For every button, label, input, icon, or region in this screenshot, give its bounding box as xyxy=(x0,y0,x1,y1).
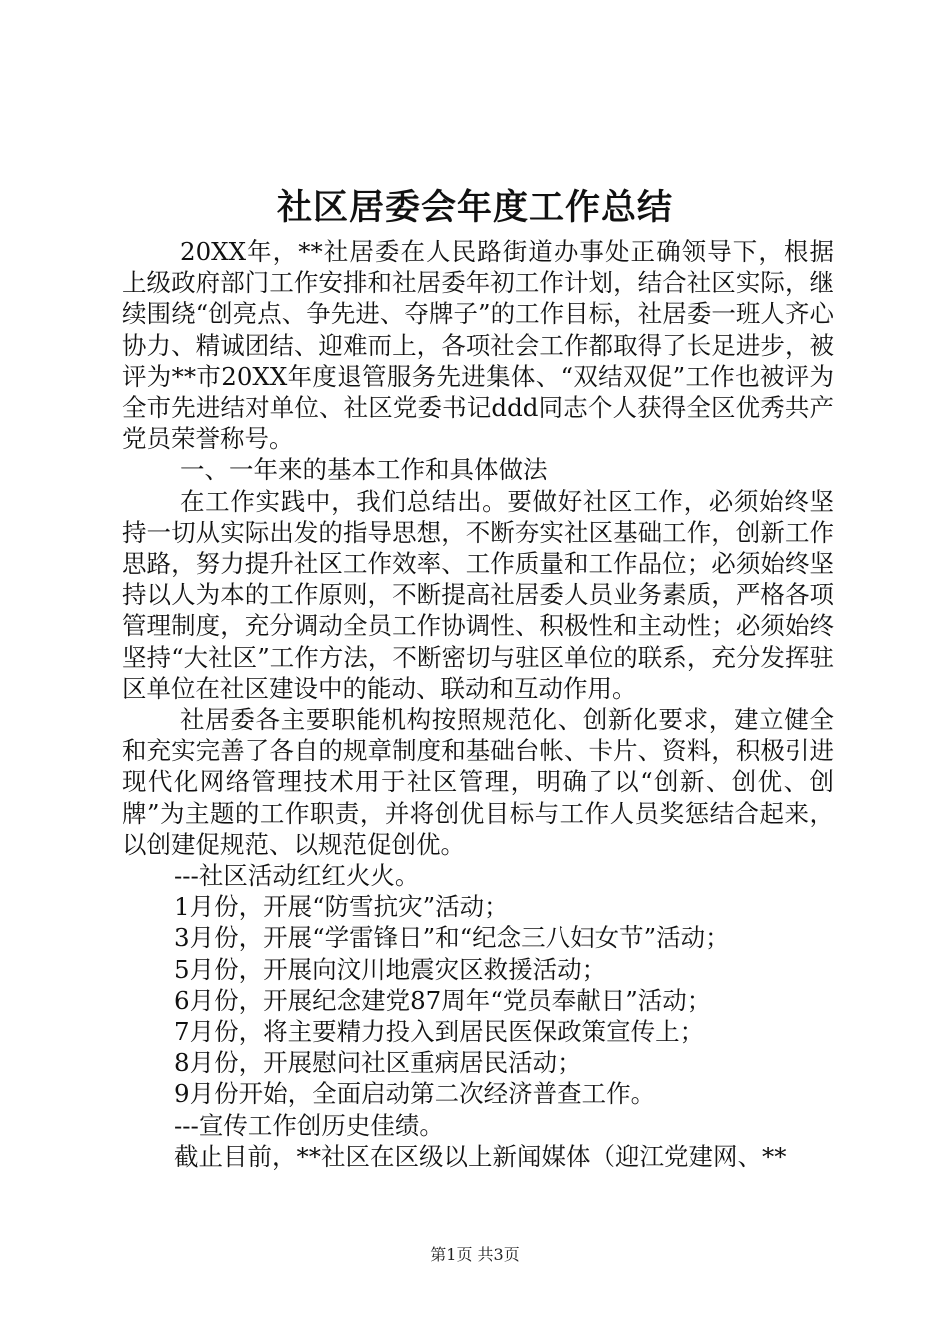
document-body xyxy=(122,236,834,1172)
subheading-activities: ---社区活动红红火火。 xyxy=(174,861,420,891)
publicity-paragraph: 截止目前，**社区在区级以上新闻媒体（迎江党建网、** xyxy=(174,1141,787,1171)
subheading-publicity: ---宣传工作创历史佳绩。 xyxy=(174,1110,444,1140)
activity-item-july: 7月份，将主要精力投入到居民医保政策宣传上； xyxy=(174,1017,705,1047)
document-title: 社区居委会年度工作总结 xyxy=(276,187,673,228)
activity-item-january: 1月份，开展“防雪抗灾”活动； xyxy=(174,892,509,922)
practice-paragraph: 在工作实践中，我们总结出。要做好社区工作，必须始终坚持一切从实际出发的指导思想，不断夯实社区基础工作，创新工作思路，努力提升社区工作效率、工作质量和工作品位；必须始终坚持以人为本的工作原则，不断提高社居委人员业务素质，严格各项管理制度，充分调动全员工作协调性、积极性和主动性；必须始终坚持“大社区”工作方法，不断密切与驻区单位的联系，充分发挥驻区单位在社区建设中的能动、联动和互动作用。 xyxy=(122,486,834,703)
activity-item-june: 6月份，开展纪念建党87周年“党员奉献日”活动； xyxy=(174,985,712,1015)
activity-item-march: 3月份，开展“学雷锋日”和“纪念三八妇女节”活动； xyxy=(174,923,730,953)
activity-item-september: 9月份开始，全面启动第二次经济普查工作。 xyxy=(174,1079,656,1109)
institution-paragraph: 社居委各主要职能机构按照规范化、创新化要求，建立健全和充实完善了各自的规章制度和基础台帐、卡片、资料，积极引进现代化网络管理技术用于社区管理，明确了以“创新、创优、创牌”为主题的工作职责，并将创优目标与工作人员奖惩结合起来，以创建促规范、以规范促创优。 xyxy=(122,705,834,859)
activity-item-may: 5月份，开展向汶川地震灾区救援活动； xyxy=(174,954,607,984)
activity-item-august: 8月份，开展慰问社区重病居民活动； xyxy=(174,1048,582,1078)
page-number: 第1页 共3页 xyxy=(430,1245,520,1264)
intro-paragraph: 20XX年，**社居委在人民路街道办事处正确领导下，根据上级政府部门工作安排和社居委年初工作计划，结合社区实际，继续围绕“创亮点、争先进、夺牌子”的工作目标，社居委一班人齐心协力、精诚团结、迎难而上，各项社会工作都取得了长足进步，被评为**市20XX年度退管服务先进集体、“双结双促”工作也被评为全市先进结对单位、社区党委书记ddd同志个人获得全区优秀共产党员荣誉称号。 xyxy=(122,237,834,454)
section-heading: 一、一年来的基本工作和具体做法 xyxy=(180,455,548,485)
